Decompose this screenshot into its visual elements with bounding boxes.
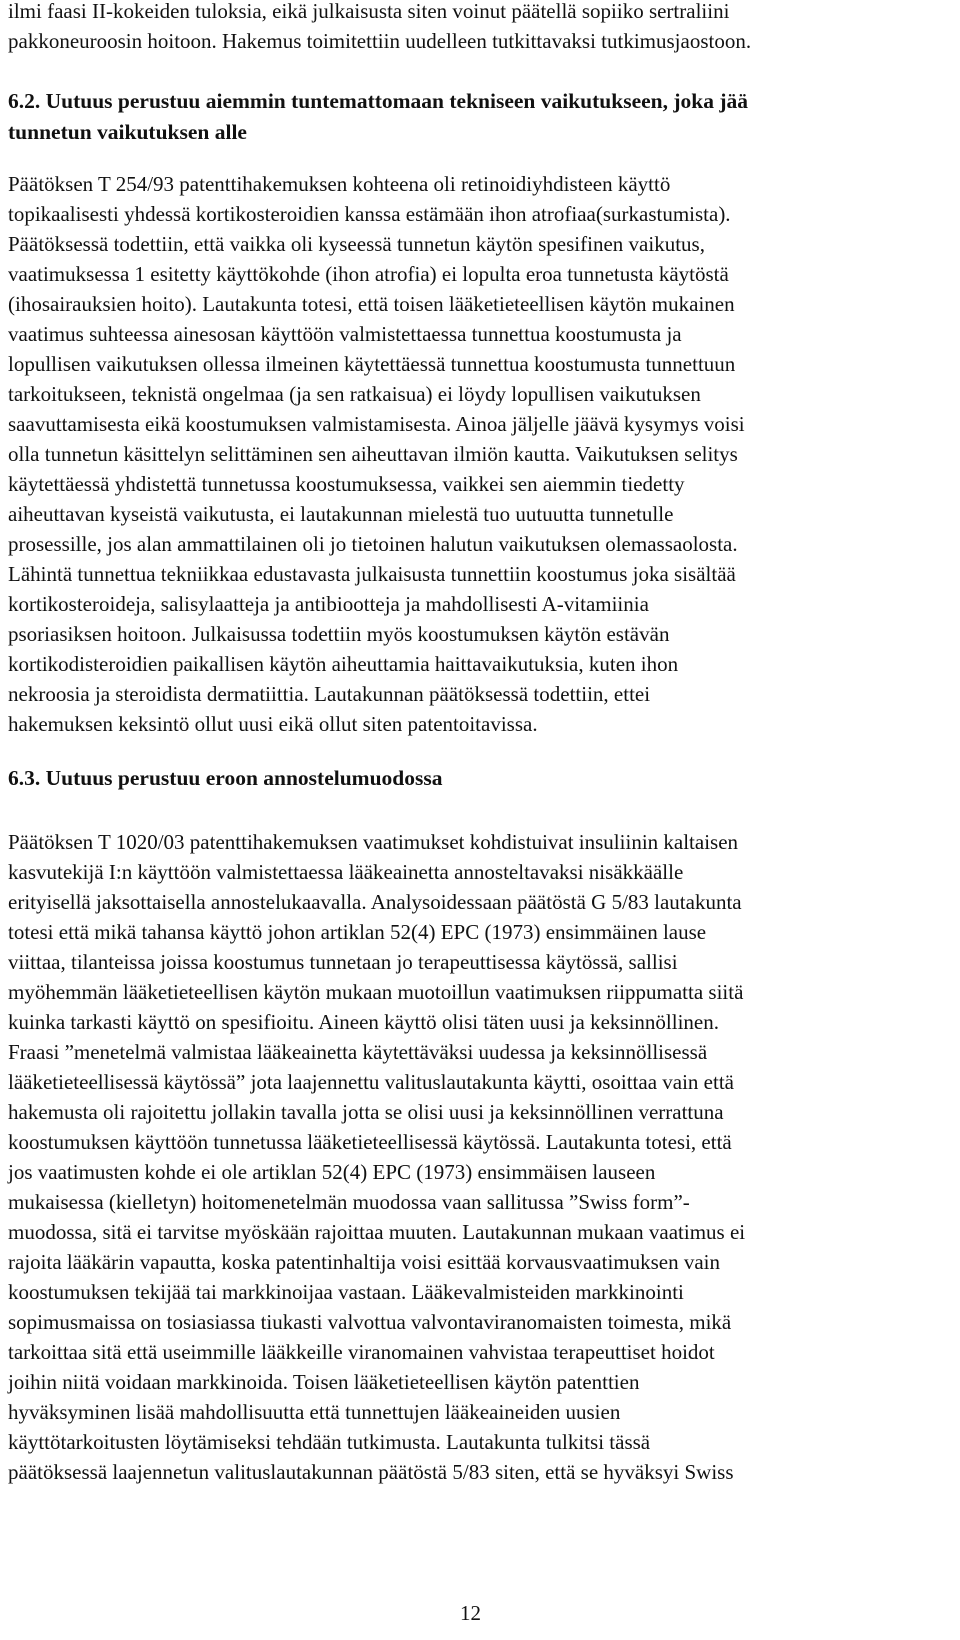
text-line: ilmi faasi II-kokeiden tuloksia, eikä julkaisusta siten voinut päätellä sopiiko sertraliini [8,0,730,23]
text-line: Lähintä tunnettua tekniikkaa edustavasta julkaisusta tunnettiin koostumus joka sisältää [8,562,736,586]
text-line: nekroosia ja steroidista dermatiittia. Lautakunnan päätöksessä todettiin, ettei [8,682,651,706]
text-line: käytettäessä yhdistettä tunnetussa koostumuksessa, vaikkei sen aiemmin tiedetty [8,472,685,496]
text-line: psoriasiksen hoitoon. Julkaisussa todettiin myös koostumuksen käytön estävän [8,622,670,646]
text-line: lääketieteellisessä käytössä” jota laajennettu valituslautakunta käytti, osoittaa vain että [8,1070,734,1094]
section-6-2-body [8,169,745,739]
text-line: käyttötarkoitusten löytämiseksi tehdään tutkimusta. Lautakunta tulkitsi tässä [8,1430,651,1454]
text-line: Päätöksessä todettiin, että vaikka oli kyseessä tunnetun käytön spesifinen vaikutus, [8,232,705,256]
section-6-2-heading [8,86,748,148]
text-line: pakkoneuroosin hoitoon. Hakemus toimitettiin uudelleen tutkittavaksi tutkimusjaostoon. [8,29,752,53]
text-line: kuinka tarkasti käyttö on spesifioitu. Aineen käyttö olisi täten uusi ja keksinnöllinen. [8,1010,719,1034]
text-line: rajoita lääkärin vapautta, koska patentinhaltija voisi esittää korvausvaatimuksen vain [8,1250,721,1274]
text-line: myöhemmän lääketieteellisen käytön mukaan muotoillun vaatimuksen riippumatta siitä [8,980,744,1004]
text-line: tarkoitukseen, teknistä ongelmaa (ja sen ratkaisua) ei löydy lopullisen vaikutuksen [8,382,701,406]
section-6-3-body [8,827,745,1487]
text-line: viittaa, tilanteissa joissa koostumus tunnetaan jo terapeuttisessa käytössä, sallisi [8,950,678,974]
intro-paragraph [8,0,751,56]
text-line: topikaalisesti yhdessä kortikosteroidien kanssa estämään ihon atrofiaa(surkastumista). [8,202,731,226]
text-line: koostumuksen tekijää tai markkinoijaa vastaan. Lääkevalmisteiden markkinointi [8,1280,684,1304]
text-line: vaatimus suhteessa ainesosan käyttöön valmistettaessa tunnettua koostumusta ja [8,322,682,346]
page-number: 12 [460,1601,481,1625]
text-line: prosessille, jos alan ammattilainen oli jo tietoinen halutun vaikutuksen olemassaolosta. [8,532,738,556]
text-line: kortikodisteroidien paikallisen käytön aiheuttamia haittavaikutuksia, kuten ihon [8,652,679,676]
text-line: hakemusta oli rajoitettu jollakin tavalla jotta se olisi uusi ja keksinnöllinen verrattuna [8,1100,724,1124]
text-line: muodossa, sitä ei tarvitse myöskään rajoittaa muuten. Lautakunnan mukaan vaatimus ei [8,1220,746,1244]
text-line: Fraasi ”menetelmä valmistaa lääkeainetta käytettäväksi uudessa ja keksinnöllisessä [8,1040,708,1064]
section-6-3-heading [8,763,443,794]
text-line: tarkoittaa sitä että useimmille lääkkeille viranomainen vahvistaa terapeuttiset hoidot [8,1340,715,1364]
text-line: lopullisen vaikutuksen ollessa ilmeinen käytettäessä tunnettua koostumusta tunnettuun [8,352,736,376]
text-line: olla tunnetun käsittelyn selittäminen sen aiheuttavan ilmiön kautta. Vaikutuksen selitys [8,442,738,466]
text-line: totesi että mikä tahansa käyttö johon artiklan 52(4) EPC (1973) ensimmäinen lause [8,920,707,944]
text-line: (ihosairauksien hoito). Lautakunta totesi, että toisen lääketieteellisen käytön mukainen [8,292,735,316]
text-line: sopimusmaissa on tosiasiassa tiukasti valvottua valvontaviranomaisten toimesta, mikä [8,1310,732,1334]
heading-line: 6.3. Uutuus perustuu eroon annostelumuodossa [8,766,443,790]
text-line: Päätöksen T 1020/03 patenttihakemuksen vaatimukset kohdistuivat insuliinin kaltaisen [8,830,739,854]
text-line: päätöksessä laajennetun valituslautakunnan päätöstä 5/83 siten, että se hyväksyi Swiss [8,1460,734,1484]
heading-line: tunnetun vaikutuksen alle [8,120,247,144]
text-line: hakemuksen keksintö ollut uusi eikä ollut siten patentoitavissa. [8,712,538,736]
text-line: vaatimuksessa 1 esitetty käyttökohde (ihon atrofia) ei lopulta eroa tunnetusta käytöstä [8,262,729,286]
text-line: hyväksyminen lisää mahdollisuutta että tunnettujen lääkeaineiden uusien [8,1400,621,1424]
heading-line: 6.2. Uutuus perustuu aiemmin tuntemattomaan tekniseen vaikutukseen, joka jää [8,89,749,113]
text-line: Päätöksen T 254/93 patenttihakemuksen kohteena oli retinoidiyhdisteen käyttö [8,172,671,196]
text-line: kortikosteroideja, salisylaatteja ja antibiootteja ja mahdollisesti A-vitamiinia [8,592,649,616]
text-line: joihin niitä voidaan markkinoida. Toisen lääketieteellisen käytön patenttien [8,1370,640,1394]
text-line: saavuttamisesta eikä koostumuksen valmistamisesta. Ainoa jäljelle jäävä kysymys voisi [8,412,745,436]
text-line: jos vaatimusten kohde ei ole artiklan 52(4) EPC (1973) ensimmäisen lauseen [8,1160,656,1184]
text-line: erityisellä jaksottaisella annostelukaavalla. Analysoidessaan päätöstä G 5/83 lautakunta [8,890,742,914]
text-line: aiheuttavan kyseistä vaikutusta, ei lautakunnan mielestä tuo uutuutta tunnetulle [8,502,674,526]
text-line: koostumuksen käyttöön tunnetussa lääketieteellisessä käytössä. Lautakunta totesi, että [8,1130,732,1154]
text-line: mukaisessa (kielletyn) hoitomenetelmän muodossa vaan sallitussa ”Swiss form”- [8,1190,690,1214]
text-line: kasvutekijä I:n käyttöön valmistettaessa lääkeainetta annosteltavaksi nisäkkäälle [8,860,684,884]
